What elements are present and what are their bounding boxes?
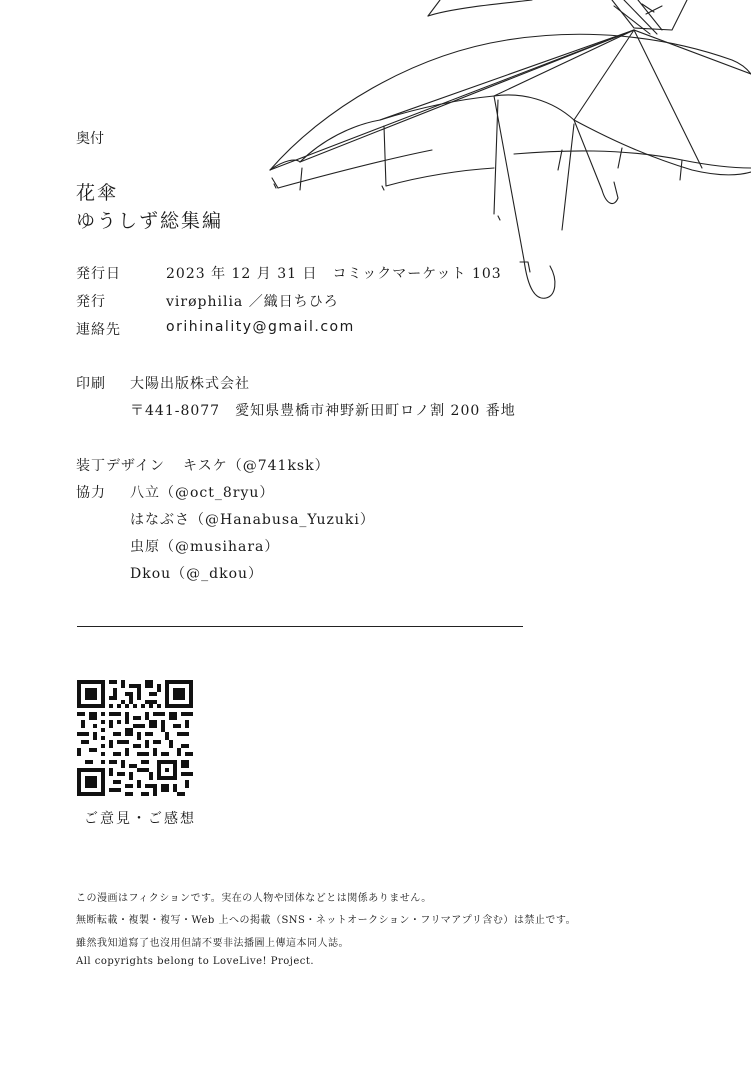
qr-code-icon [77, 680, 193, 796]
contact-label: 連絡先 [76, 322, 121, 338]
publisher-label: 発行 [76, 294, 106, 310]
section-label: 奥付 [76, 131, 104, 147]
copyright-note: All copyrights belong to LoveLive! Project. [76, 956, 315, 967]
book-subtitle: ゆうしず総集編 [76, 210, 224, 232]
divider [77, 626, 523, 627]
cooperator-item: Dkou（@_dkou） [130, 566, 264, 582]
contact-email: orihinality@gmail.com [166, 319, 355, 335]
publish-date-label: 発行日 [76, 266, 121, 282]
publisher-value: virøphilia ／織日ちひろ [166, 294, 339, 310]
printer-address: 〒441-8077 愛知県豊橋市神野新田町ロノ割 200 番地 [130, 403, 516, 419]
publish-date-value: 2023 年 12 月 31 日 コミックマーケット 103 [166, 266, 502, 282]
printer-name: 大陽出版株式会社 [130, 376, 250, 392]
disclaimer-note: この漫画はフィクションです。実在の人物や団体などとは関係ありません。 [76, 893, 432, 904]
printer-label: 印刷 [76, 376, 106, 392]
design-value: キスケ（@741ksk） [183, 458, 330, 474]
cooperator-item: 虫原（@musihara） [130, 539, 280, 555]
disclaimer-note: 無断転載・複製・複写・Web 上への掲載（SNS・ネットオークション・フリマアプリ含む）は禁止です。 [76, 915, 577, 926]
cooperator-item: 八立（@oct_8ryu） [130, 485, 275, 501]
disclaimer-note: 雖然我知道寫了也沒用但請不要非法播圖上傳這本同人誌。 [76, 938, 349, 949]
cooperation-label: 協力 [76, 485, 106, 501]
book-title: 花傘 [76, 182, 119, 204]
design-label: 装丁デザイン [76, 458, 166, 474]
qr-caption: ご意見・ご感想 [84, 811, 196, 827]
cooperator-item: はなぶさ（@Hanabusa_Yuzuki） [130, 512, 375, 528]
